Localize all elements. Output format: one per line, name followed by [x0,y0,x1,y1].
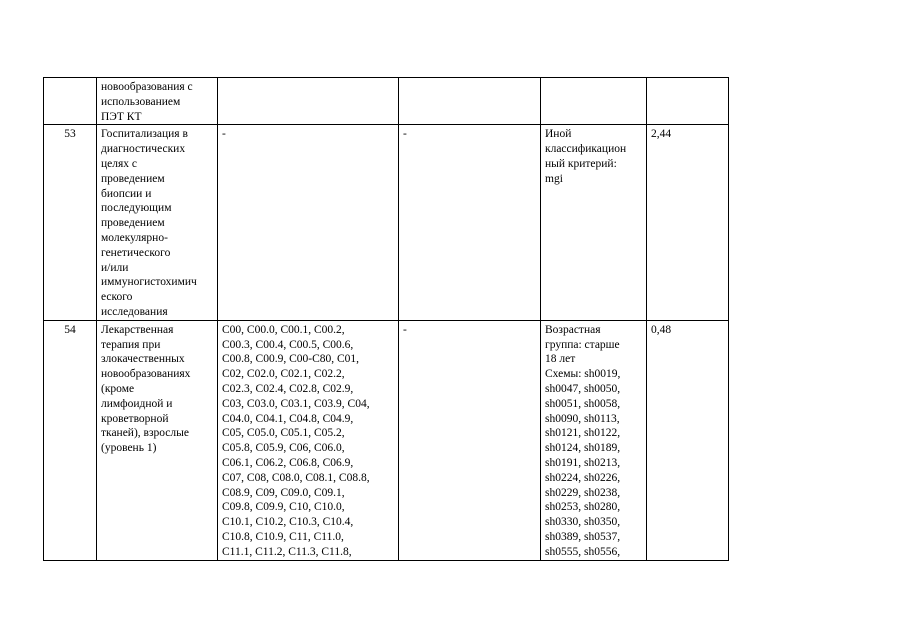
table-row-54 [44,320,729,560]
row-number: 53 [64,128,76,141]
group-name-cell [97,78,218,125]
row-number-cell [44,125,97,320]
group-name-cell [97,125,218,320]
diagnosis-codes-cell [218,78,399,125]
row-number-cell [44,320,97,560]
criteria-cell [541,125,647,320]
criteria-cell [541,78,647,125]
criteria-cell [541,320,647,560]
table-row-53 [44,125,729,320]
tariff-table [43,77,729,561]
service-codes-cell [399,320,541,560]
service-codes-cell [399,78,541,125]
row-number-cell [44,78,97,125]
coefficient-cell [647,78,729,125]
coefficient-cell [647,125,729,320]
service-codes-cell [399,125,541,320]
group-name: Лекарственная терапия при злокачественных новообразованиях (кроме лимфоидной и кроветворной тканей), взрослые (уровень 1) [101,323,191,455]
coefficient: 2,44 [651,128,672,141]
service-codes: - [403,128,407,141]
diagnosis-codes-cell [218,320,399,560]
coefficient-cell [647,320,729,560]
diagnosis-codes: - [222,128,226,141]
service-codes: - [403,323,407,336]
table-row-continuation [44,78,729,125]
criteria: Возрастная группа: старше 18 лет Схемы: sh0019, sh0047, sh0050, sh0051, sh0058, sh0090, sh0113, sh0121, sh0122, sh0124, sh0189, sh0191, sh0213, sh0224, sh0226, sh0229, sh0238, sh0253, sh0280, sh0330, sh0350, sh0389, sh0537, sh0555, sh0556, [545,323,621,558]
group-name: новообразования с использованием ПЭТ КТ [101,81,193,123]
group-name: Госпитализация в диагностических целях с проведением биопсии и последующим проведением молекулярно- генетического и/или иммуногистохимич еского исследования [101,128,197,318]
coefficient: 0,48 [651,323,672,336]
criteria: Иной классификацион ный критерий: mgi [545,128,627,185]
group-name-cell [97,320,218,560]
diagnosis-codes-cell [218,125,399,320]
row-number: 54 [64,323,76,336]
diagnosis-codes: C00, C00.0, C00.1, C00.2, C00.3, C00.4, C00.5, C00.6, C00.8, C00.9, C00-C80, C01, C02, C02.0, C02.1, C02.2, C02.3, C02.4, C02.8, C02.9, C03, C03.0, C03.1, C03.9, C04, C04.0, C04.1, C04.8, C04.9, C05, C05.0, C05.1, C05.2, C05.8, C05.9, C06, C06.0, C06.1, C06.2, C06.8, C06.9, C07, C08, C08.0, C08.1, C08.8, C08.9, C09, C09.0, C09.1, C09.8, C09.9, C10, C10.0, C10.1, C10.2, C10.3, C10.4, C10.8, C10.9, C11, C11.0, C11.1, C11.2, C11.3, C11.8, [222,323,370,558]
